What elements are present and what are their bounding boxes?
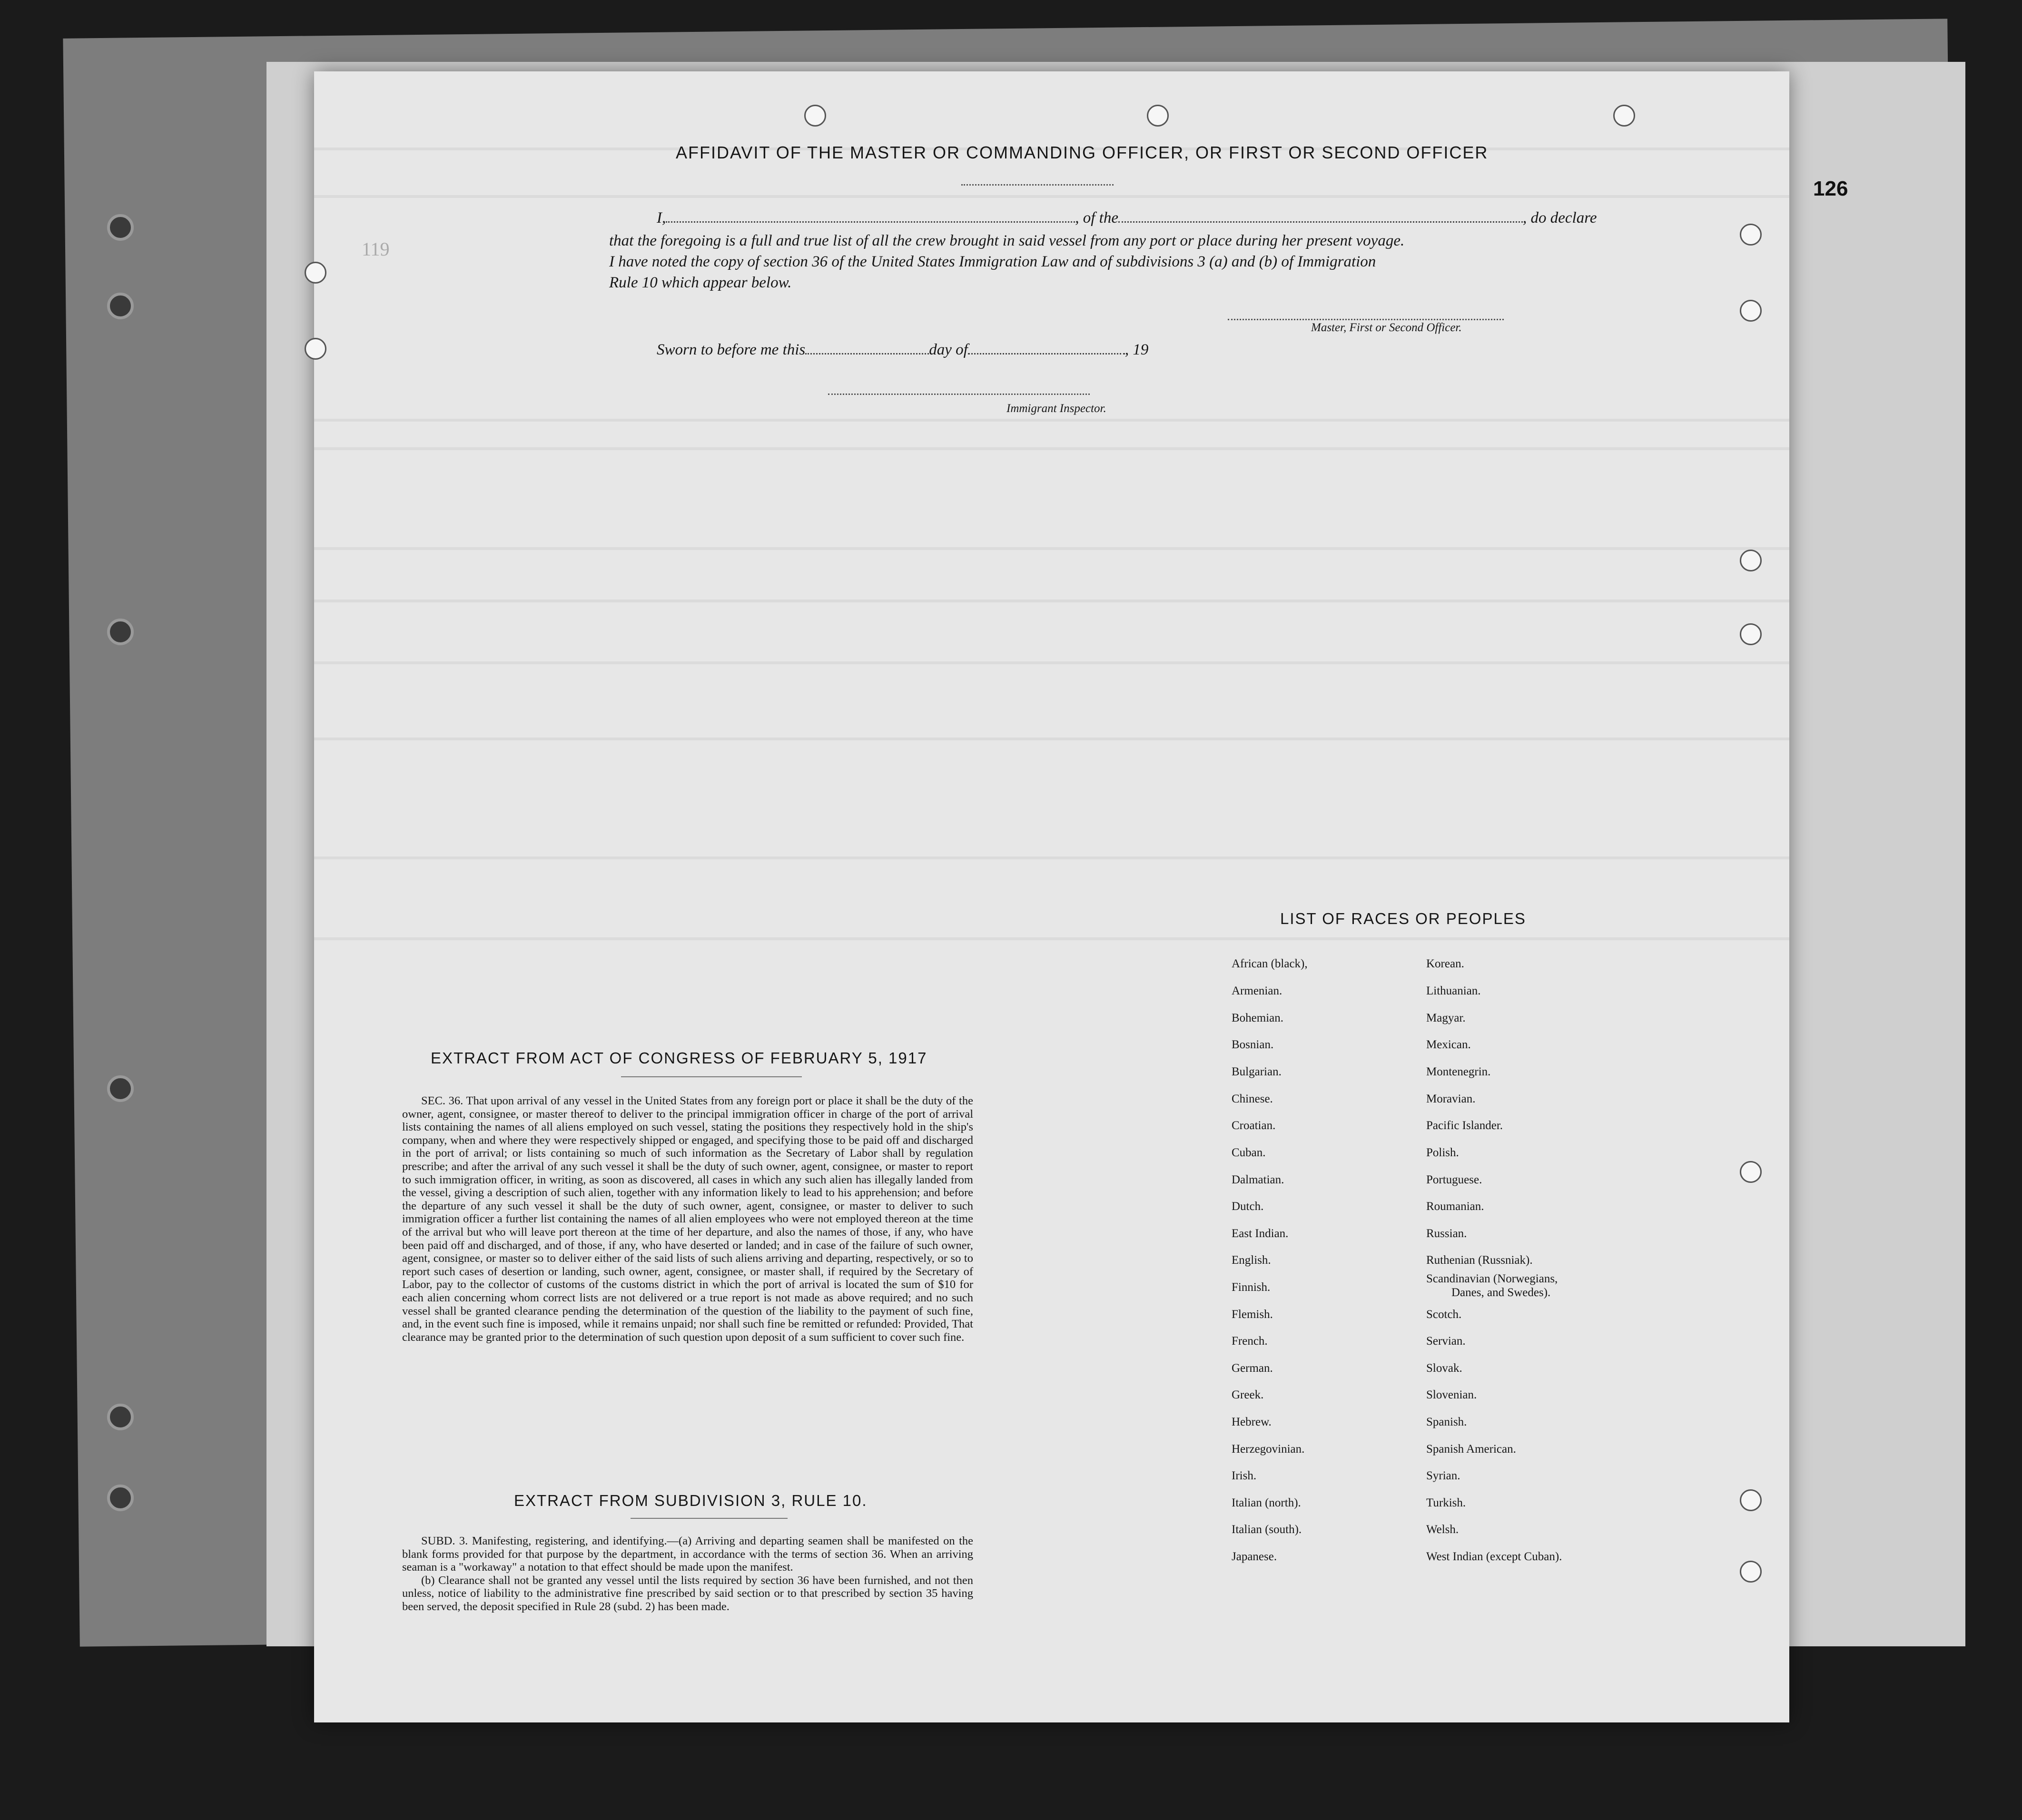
race-item: East Indian. (1232, 1227, 1289, 1240)
race-item: Japanese. (1232, 1550, 1277, 1563)
punch-hole (1740, 1161, 1762, 1183)
extract-act-title: EXTRACT FROM ACT OF CONGRESS OF FEBRUARY 5, 1917 (431, 1049, 927, 1067)
race-item: Armenian. (1232, 984, 1282, 997)
race-item: Bosnian. (1232, 1038, 1274, 1051)
race-item: Polish. (1426, 1146, 1459, 1159)
master-signature-label: Master, First or Second Officer. (1311, 321, 1462, 334)
master-name-field[interactable] (666, 219, 1075, 223)
race-item: Hebrew. (1232, 1416, 1272, 1428)
declaration-do-declare: , do declare (1522, 209, 1597, 226)
inspector-signature-label: Immigrant Inspector. (1006, 402, 1106, 415)
vessel-name-field[interactable] (1118, 219, 1523, 223)
race-item: Turkish. (1426, 1496, 1466, 1509)
title-rule (631, 1517, 788, 1519)
races-title: LIST OF RACES OR PEOPLES (1280, 910, 1526, 927)
title-rule (621, 1075, 802, 1077)
race-item: Russian. (1426, 1227, 1467, 1240)
binder-ring (107, 619, 134, 645)
race-item: Pacific Islander. (1426, 1119, 1503, 1132)
sworn-label: Sworn to before me this (657, 341, 806, 358)
declaration-i: I, (657, 209, 666, 226)
sworn-month-field[interactable] (968, 351, 1125, 354)
race-item: Slovenian. (1426, 1388, 1477, 1401)
race-item: Scandinavian (Norwegians, (1426, 1272, 1558, 1285)
sworn-year-prefix: , 19 (1124, 341, 1149, 358)
subdivision-a-text: SUBD. 3. Manifesting, registering, and identifying.—(a) Arriving and departing seamen shall be manifested on the blank forms provided for that purpose by the department, in accordance with the terms of section 36. When an arriving seaman is a "workaway" a notation to that effect should be made upon the manifest. (402, 1535, 973, 1574)
binder-ring (107, 214, 134, 241)
race-item: Slovak. (1426, 1362, 1462, 1375)
race-item: Croatian. (1232, 1119, 1276, 1132)
punch-hole (1740, 1561, 1762, 1583)
master-signature-field[interactable] (1228, 318, 1504, 320)
race-item: Flemish. (1232, 1308, 1273, 1321)
race-item: Spanish American. (1426, 1443, 1516, 1456)
punch-hole (1740, 1489, 1762, 1511)
race-item: Irish. (1232, 1469, 1257, 1482)
race-item: Syrian. (1426, 1469, 1460, 1482)
binder-ring (107, 1075, 134, 1102)
race-item: Italian (south). (1232, 1523, 1302, 1536)
page-number: 126 (1813, 177, 1848, 200)
binder-ring (107, 1485, 134, 1511)
race-item: Scotch. (1426, 1308, 1462, 1321)
title-rule (961, 183, 1114, 186)
declaration-of-the: , of the (1075, 209, 1118, 226)
race-item: French. (1232, 1335, 1268, 1348)
race-item: Moravian. (1426, 1092, 1476, 1105)
extract-rule-body (402, 1535, 973, 1613)
subdivision-b-text: (b) Clearance shall not be granted any vessel until the lists required by section 36 have been furnished, and not then unless, notice of liability to the administrative fine prescribed by said section or to that prescribed by section 35 having been served, the deposit specified in Rule 28 (subd. 2) has been made. (402, 1574, 973, 1613)
race-item: Mexican. (1426, 1038, 1471, 1051)
race-item: Montenegrin. (1426, 1065, 1491, 1078)
race-item: Cuban. (1232, 1146, 1266, 1159)
declaration-line-2: that the foregoing is a full and true list of all the crew brought in said vessel from any port or place during her present voyage. (609, 232, 1405, 249)
punch-hole (305, 338, 326, 360)
punch-hole (1147, 105, 1169, 127)
section-36-text: SEC. 36. That upon arrival of any vessel in the United States from any foreign port or place it shall be the duty of the owner, agent, consignee, or master thereof to deliver to the principal immigration officer in charge of the port of arrival lists containing the names of all aliens employed on such vessel, stating the positions they respectively hold in the ship's company, when and where they were respectively shipped or engaged, and specifying those to be paid off and discharged in the port of arrival; or lists containing so much of such information as the Secretary of Labor shall by regulation prescribe; and after the arrival of any such vessel it shall be the duty of such owner, agent, consignee, or master to report to such immigration officer, in writing, as soon as discovered, all cases in which any such alien has illegally landed from the vessel, giving a description of such alien, together with any information likely to lead to his apprehension; and before the departure of any such vessel it shall be the duty of such owner, agent, consignee, or master to deliver to such immigration officer a further list containing the names of all alien employees who were not employed thereon at the time of the arrival but who will leave port thereon at the time of her departure, and also the names of those, if any, who have been paid off and discharged, and of those, if any, who have deserted or landed; and in case of the failure of such owner, agent, consignee, or master so to deliver either of the said lists of such aliens arriving and departing, respectively, or so to report such cases of desertion or landing, such owner, agent, consignee, or master shall, if required by the Secretary of Labor, pay to the collector of customs of the customs district in which the port of arrival is located the sum of $10 for each alien concerning whom correct lists are not delivered or a true report is not made as above required; and no such vessel shall be granted clearance pending the determination of the question of the liability to the payment of such fine, and, in the event such fine is imposed, while it remains unpaid; nor shall such fine be remitted or refunded: Provided, That clearance may be granted prior to the determination of such question upon deposit of a sum sufficient to cover such fine. (402, 1094, 973, 1344)
race-item: Spanish. (1426, 1416, 1467, 1428)
race-item: English. (1232, 1254, 1271, 1267)
race-item: Korean. (1426, 957, 1464, 970)
race-item: West Indian (except Cuban). (1426, 1550, 1562, 1563)
punch-hole (305, 262, 326, 284)
punch-hole (1740, 300, 1762, 322)
race-item: Servian. (1426, 1335, 1466, 1348)
race-item: Chinese. (1232, 1092, 1273, 1105)
inspector-signature-field[interactable] (828, 393, 1090, 395)
race-item: Dutch. (1232, 1200, 1264, 1213)
punch-hole (1740, 550, 1762, 571)
race-item: Welsh. (1426, 1523, 1459, 1536)
punch-hole (1740, 224, 1762, 246)
affidavit-sheet (314, 71, 1789, 1722)
binder-ring (107, 293, 134, 319)
affidavit-title: AFFIDAVIT OF THE MASTER OR COMMANDING OFFICER, OR FIRST OR SECOND OFFICER (676, 143, 1489, 162)
race-item: Bohemian. (1232, 1012, 1284, 1024)
declaration-line-3: I have noted the copy of section 36 of the United States Immigration Law and of subdivisions 3 (a) and (b) of Immigration (609, 253, 1376, 270)
race-item: Danes, and Swedes). (1451, 1286, 1551, 1299)
race-item: Dalmatian. (1232, 1173, 1284, 1186)
race-item: African (black), (1232, 957, 1308, 970)
race-item: Herzegovinian. (1232, 1443, 1305, 1456)
extract-act-body (402, 1094, 973, 1344)
punch-hole (1740, 623, 1762, 645)
race-item: German. (1232, 1362, 1273, 1375)
extract-rule-title: EXTRACT FROM SUBDIVISION 3, RULE 10. (514, 1492, 868, 1509)
binder-ring (107, 1404, 134, 1430)
sworn-day-of: day of (929, 341, 968, 358)
punch-hole (804, 105, 826, 127)
race-item: Portuguese. (1426, 1173, 1482, 1186)
race-item: Ruthenian (Russniak). (1426, 1254, 1533, 1267)
stamp-number: 119 (362, 238, 390, 260)
declaration-line-1 (657, 209, 1597, 227)
race-item: Bulgarian. (1232, 1065, 1282, 1078)
sworn-day-field[interactable] (805, 351, 929, 354)
race-item: Lithuanian. (1426, 984, 1481, 997)
declaration-line-4: Rule 10 which appear below. (609, 274, 792, 291)
race-item: Roumanian. (1426, 1200, 1484, 1213)
race-item: Magyar. (1426, 1012, 1466, 1024)
race-item: Finnish. (1232, 1281, 1271, 1294)
sworn-line (657, 341, 1148, 359)
race-item: Greek. (1232, 1388, 1264, 1401)
punch-hole (1613, 105, 1635, 127)
race-item: Italian (north). (1232, 1496, 1301, 1509)
